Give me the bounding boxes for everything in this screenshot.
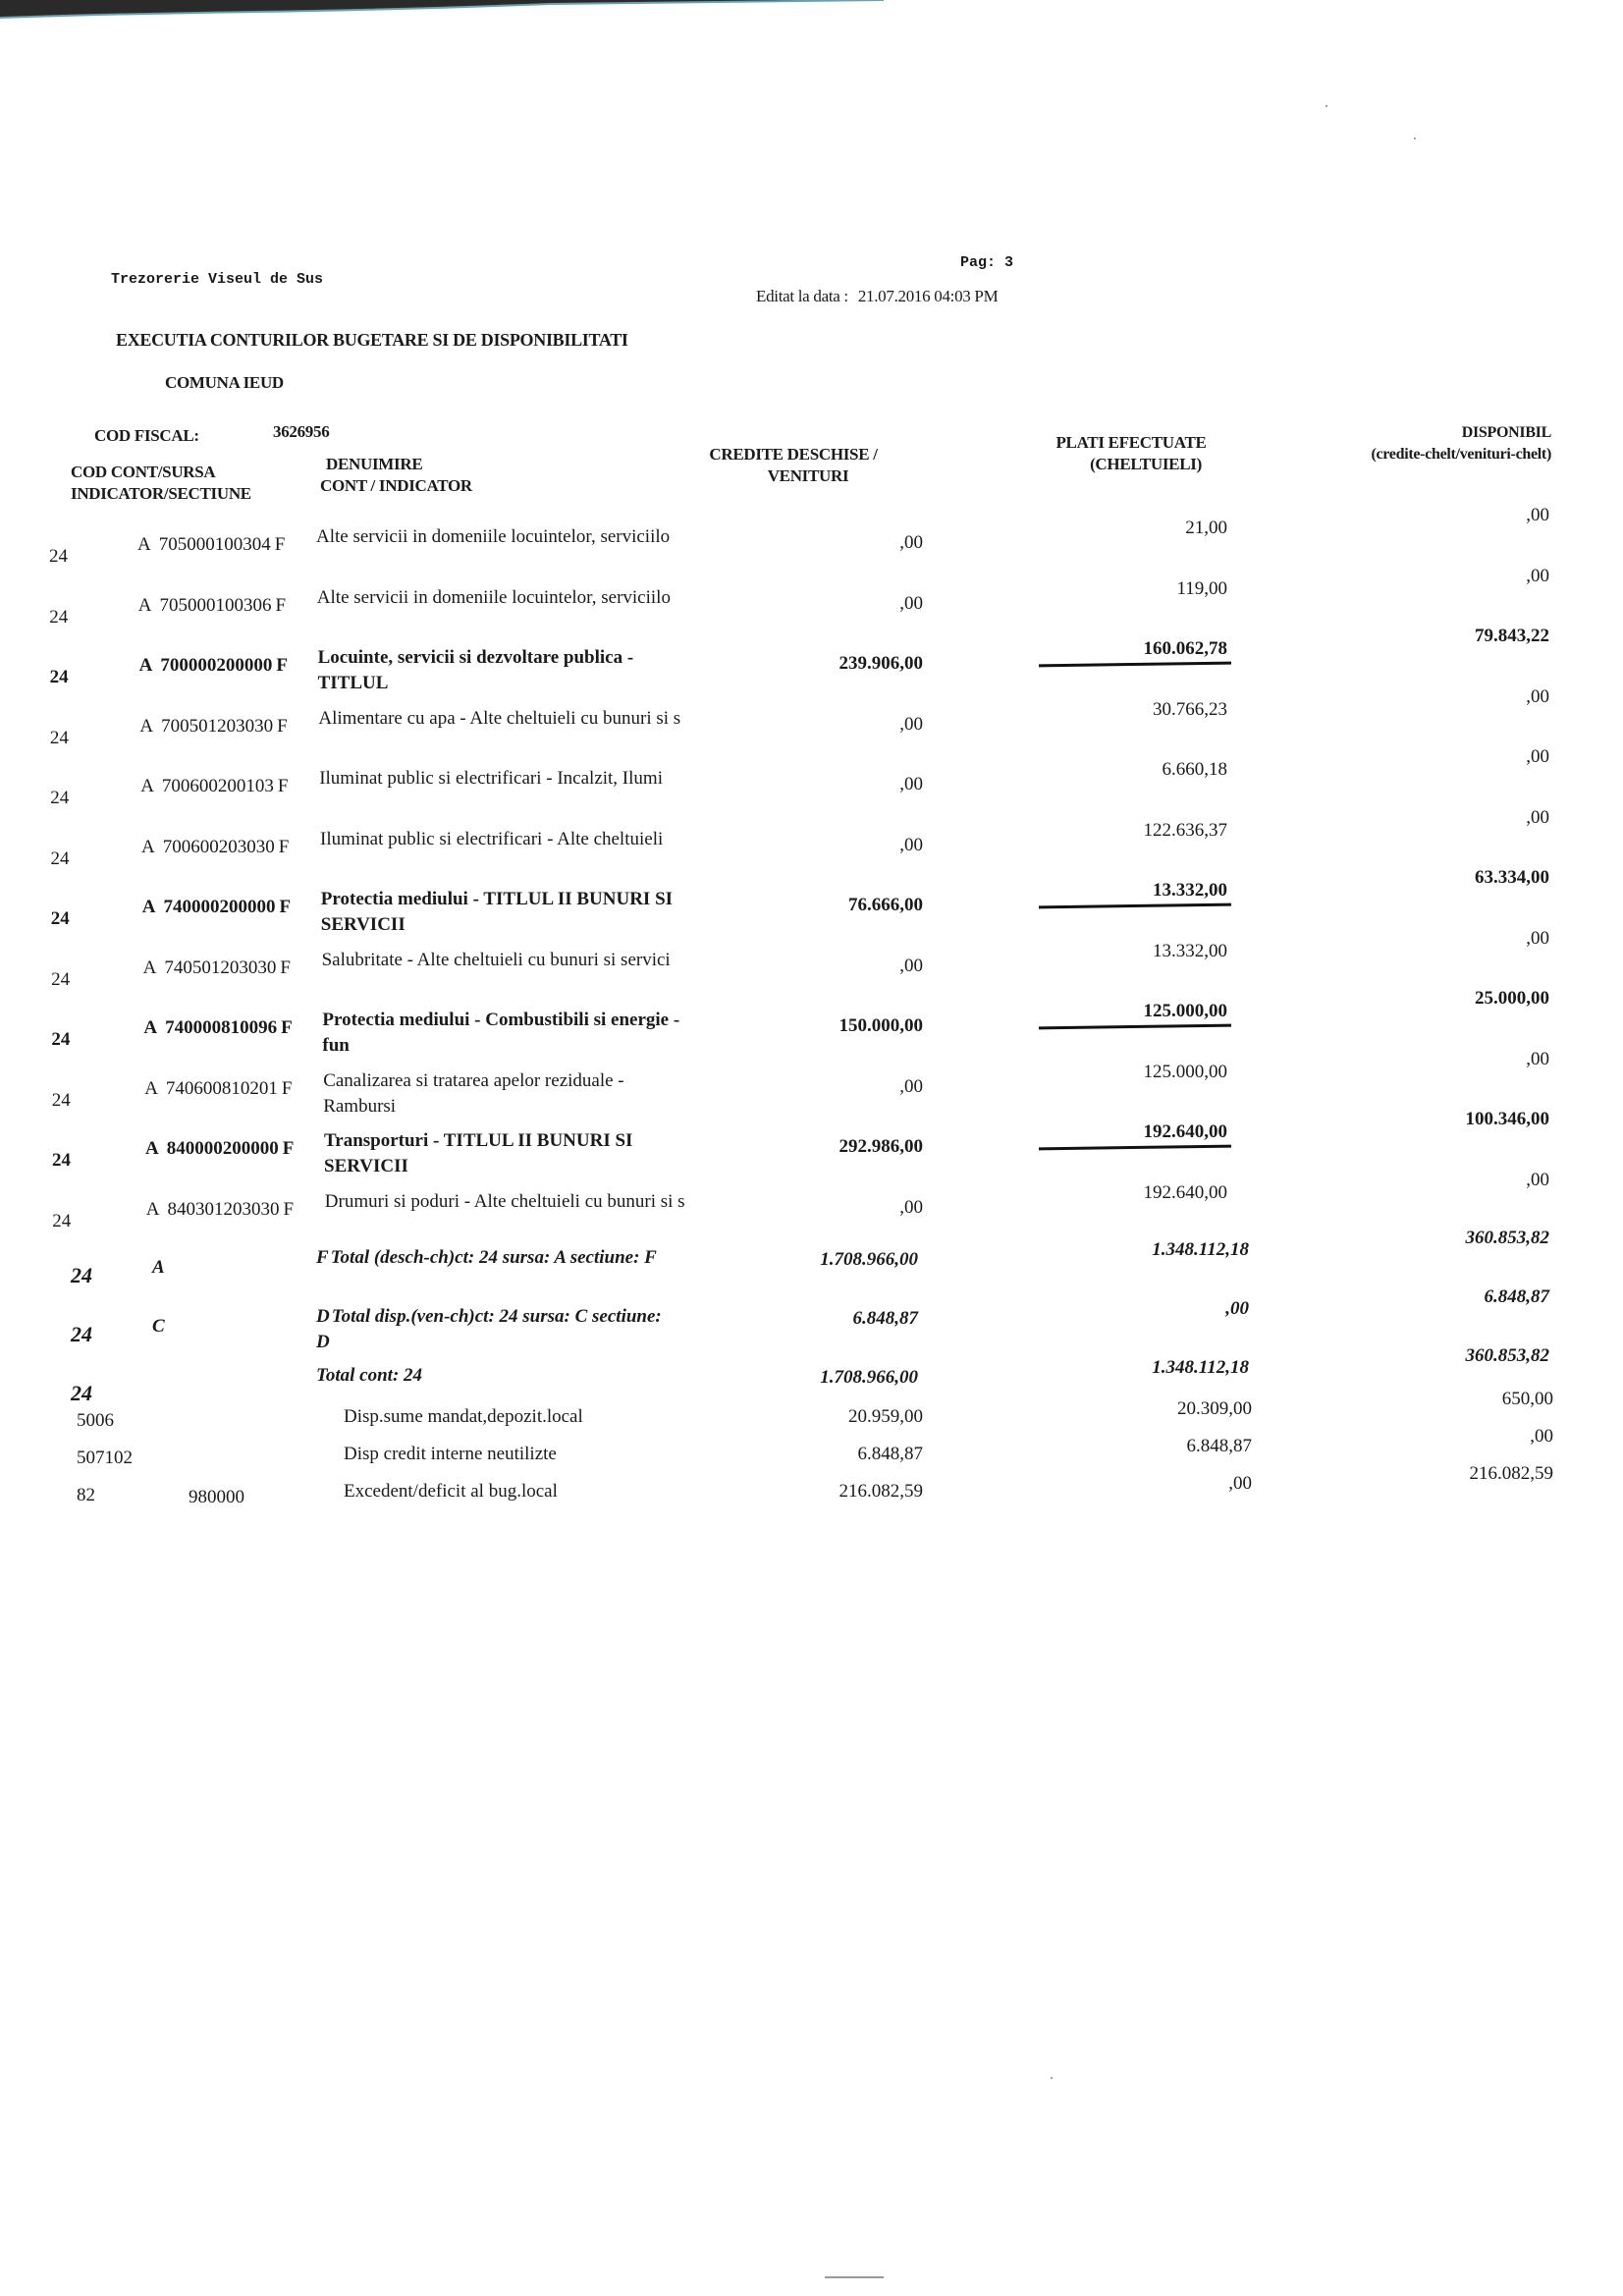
source-code: A xyxy=(141,836,155,857)
scan-edge-artifact xyxy=(0,0,1623,20)
total-credite: 6.848,87 xyxy=(852,1308,918,1329)
plati-value: 192.640,00 xyxy=(1143,1121,1227,1142)
balance-row xyxy=(0,1463,1623,1514)
indicator-code: 840000200000 xyxy=(166,1138,279,1159)
total-credite: 1.708.966,00 xyxy=(820,1249,918,1270)
total-label-text: Total (desch-ch)ct: 24 sursa: A sectiune: F xyxy=(330,1247,657,1268)
total-disponibil: 360.853,82 xyxy=(1465,1345,1549,1366)
section-code: F xyxy=(277,776,289,796)
total-plati: ,00 xyxy=(1225,1298,1249,1319)
col-header-credite-line1: CREDITE DESCHISE / xyxy=(709,445,878,464)
total-disponibil: 360.853,82 xyxy=(1465,1228,1549,1248)
plati-value: 21,00 xyxy=(1185,518,1227,538)
disponibil-value: ,00 xyxy=(1526,1048,1549,1069)
plati-value: 192.640,00 xyxy=(1143,1181,1227,1203)
total-label xyxy=(316,1245,670,1271)
disponibil-value: ,00 xyxy=(1526,746,1549,767)
disponibil-value: ,00 xyxy=(1526,806,1549,828)
plati-value: 13.332,00 xyxy=(1153,940,1227,961)
credite-value: ,00 xyxy=(899,834,923,855)
account-cell: 24 xyxy=(50,788,70,808)
indicator-name: Protectia mediului - TITLUL II BUNURI SI SERVICII xyxy=(320,889,674,935)
page-number: Pag: 3 xyxy=(960,254,1014,271)
account-cell: 24 xyxy=(51,968,71,990)
credite-value: ,00 xyxy=(899,774,923,794)
scan-speck xyxy=(1414,137,1416,139)
col-header-cod-cont xyxy=(71,462,251,505)
indicator-code: 700600200103 xyxy=(161,776,274,796)
indicator-code: 740501203030 xyxy=(164,957,277,978)
plati-value: 125.000,00 xyxy=(1143,1061,1227,1082)
credite-value: 150.000,00 xyxy=(839,1015,923,1036)
indicator-cell xyxy=(146,1199,294,1221)
source-code: A xyxy=(138,655,153,676)
col-header-cod-cont-line1: COD CONT/SURSA xyxy=(71,463,216,481)
account-cell: 24 xyxy=(49,727,69,748)
fiscal-code-value: 3626956 xyxy=(273,422,330,441)
balance-account: 82 xyxy=(77,1485,95,1505)
indicator-cell xyxy=(144,1078,292,1100)
account-cell: 24 xyxy=(52,1150,71,1171)
col-header-denumire-line2: CONT / INDICATOR xyxy=(320,476,472,495)
section-code: F xyxy=(280,957,291,978)
disponibil-value: ,00 xyxy=(1526,565,1549,586)
total-source: C xyxy=(152,1316,165,1337)
plati-value: 6.660,18 xyxy=(1162,759,1227,780)
total-account: 24 xyxy=(71,1322,92,1346)
subtotal-underline xyxy=(1039,1024,1231,1030)
scan-speck xyxy=(1051,2077,1053,2079)
account-cell: 24 xyxy=(49,606,69,628)
scan-speck xyxy=(1325,105,1327,107)
credite-value: 292.986,00 xyxy=(839,1136,923,1157)
total-label-text: Total disp.(ven-ch)ct: 24 sursa: C sectiune: D xyxy=(316,1306,662,1352)
balance-disponibil: ,00 xyxy=(1530,1426,1553,1447)
account-cell: 24 xyxy=(51,1029,71,1050)
credite-value: ,00 xyxy=(899,1196,923,1218)
source-code: A xyxy=(137,594,152,616)
institution-name: Trezorerie Viseul de Sus xyxy=(111,271,324,288)
total-plati: 1.348.112,18 xyxy=(1152,1239,1249,1260)
indicator-code: 700501203030 xyxy=(161,715,274,737)
disponibil-value: 100.346,00 xyxy=(1465,1109,1549,1129)
source-code: A xyxy=(145,1198,160,1220)
disponibil-value: 63.334,00 xyxy=(1475,867,1549,888)
credite-value: ,00 xyxy=(899,592,923,614)
source-code: A xyxy=(142,957,157,978)
balance-plati: 6.848,87 xyxy=(1186,1436,1252,1456)
section-code: F xyxy=(278,836,290,857)
indicator-code: 700600203030 xyxy=(162,836,275,857)
plati-value: 119,00 xyxy=(1176,577,1227,599)
total-account: 24 xyxy=(71,1381,92,1405)
commune-name: COMUNA IEUD xyxy=(165,373,284,392)
plati-value: 160.062,78 xyxy=(1143,638,1227,659)
account-cell: 24 xyxy=(49,667,69,687)
balance-disponibil: 650,00 xyxy=(1501,1389,1553,1409)
account-cell: 24 xyxy=(50,908,70,929)
section-code: F xyxy=(281,1077,293,1099)
indicator-name: Iluminat public si electrificari - Alte cheltuieli xyxy=(320,828,664,849)
balance-disponibil: 216.082,59 xyxy=(1469,1463,1553,1484)
col-header-credite-line2: VENITURI xyxy=(767,466,849,485)
total-section-code: D xyxy=(316,1306,330,1327)
disponibil-value: ,00 xyxy=(1526,505,1549,525)
indicator-name: Alte servicii in domeniile locuintelor, serviciilo xyxy=(316,586,671,608)
credite-value: 76.666,00 xyxy=(848,895,923,915)
section-code: F xyxy=(281,1017,293,1038)
indicator-name: Alte servicii in domeniile locuintelor, serviciilo xyxy=(316,526,671,547)
indicator-code: 840301203030 xyxy=(167,1198,280,1220)
indicator-name: Alimentare cu apa - Alte cheltuieli cu bunuri si s xyxy=(318,707,681,729)
col-header-denumire xyxy=(320,454,472,497)
total-plati: 1.348.112,18 xyxy=(1152,1357,1249,1378)
balance-code: 980000 xyxy=(189,1487,244,1507)
balance-account: 507102 xyxy=(77,1448,133,1468)
total-disponibil: 6.848,87 xyxy=(1484,1286,1549,1307)
total-account: 24 xyxy=(71,1263,92,1287)
disponibil-value: ,00 xyxy=(1526,927,1549,949)
indicator-name: Transporturi - TITLUL II BUNURI SI SERVICII xyxy=(324,1130,633,1176)
balance-credite: 20.959,00 xyxy=(848,1406,923,1427)
indicator-cell xyxy=(143,957,291,979)
col-header-cod-cont-line2: INDICATOR/SECTIUNE xyxy=(71,484,251,503)
report-title: EXECUTIA CONTURILOR BUGETARE SI DE DISPONIBILITATI xyxy=(116,330,628,350)
plati-value: 13.332,00 xyxy=(1153,880,1227,901)
total-section-code: F xyxy=(316,1247,329,1268)
balance-credite: 6.848,87 xyxy=(857,1444,923,1464)
col-header-disponibil-line1: DISPONIBIL xyxy=(1461,424,1551,441)
account-cell: 24 xyxy=(49,546,68,567)
plati-value: 125.000,00 xyxy=(1143,1001,1227,1021)
edited-date xyxy=(756,287,998,306)
total-label-text: Total cont: 24 xyxy=(316,1365,423,1386)
balance-label: Disp credit interne neutilizte xyxy=(344,1444,557,1464)
indicator-code: 740000200000 xyxy=(163,897,276,917)
edited-value: 21.07.2016 04:03 PM xyxy=(857,287,999,305)
subtotal-underline xyxy=(1039,662,1231,668)
balance-account: 5006 xyxy=(77,1410,114,1431)
col-header-credite xyxy=(695,444,892,487)
indicator-code: 700000200000 xyxy=(160,655,273,676)
col-header-plati xyxy=(1043,432,1219,475)
balance-label: Excedent/deficit al bug.local xyxy=(344,1481,558,1502)
indicator-cell xyxy=(139,655,288,677)
indicator-cell xyxy=(143,1017,292,1039)
indicator-cell xyxy=(137,534,285,556)
source-code: A xyxy=(141,897,156,917)
indicator-name: Canalizarea si tratarea apelor reziduale - Rambursi xyxy=(323,1069,624,1117)
total-source: A xyxy=(152,1257,165,1278)
source-code: A xyxy=(144,1077,158,1099)
indicator-name: Locuinte, servicii si dezvoltare publica - TITLUL xyxy=(317,647,634,693)
source-code: A xyxy=(140,776,154,796)
total-label xyxy=(316,1363,670,1389)
indicator-cell xyxy=(140,776,288,797)
plati-value: 30.766,23 xyxy=(1153,698,1227,720)
fiscal-code-label: COD FISCAL: xyxy=(94,426,199,445)
indicator-cell xyxy=(139,716,287,738)
section-code: F xyxy=(275,594,287,616)
col-header-disponibil-line2: (credite-chelt/venituri-chelt) xyxy=(1371,446,1551,463)
col-header-denumire-line1: DENUIMIRE xyxy=(326,455,423,473)
edited-label: Editat la data : xyxy=(756,287,848,305)
balance-plati: ,00 xyxy=(1228,1473,1252,1494)
section-code: F xyxy=(279,897,292,917)
credite-value: ,00 xyxy=(899,955,923,976)
indicator-name: Salubritate - Alte cheltuieli cu bunuri si servici xyxy=(321,949,671,970)
source-code: A xyxy=(143,1017,158,1038)
account-cell: 24 xyxy=(52,1210,72,1231)
col-header-disponibil xyxy=(1325,422,1551,465)
scan-mark xyxy=(825,2276,884,2278)
disponibil-value: ,00 xyxy=(1526,1169,1549,1190)
total-credite: 1.708.966,00 xyxy=(820,1367,918,1388)
credite-value: ,00 xyxy=(899,713,923,735)
indicator-name: Drumuri si poduri - Alte cheltuieli cu bunuri si s xyxy=(324,1190,685,1212)
indicator-code: 705000100306 xyxy=(159,594,272,616)
disponibil-value: 25.000,00 xyxy=(1475,988,1549,1009)
section-code: F xyxy=(283,1198,295,1220)
indicator-cell xyxy=(138,595,286,617)
disponibil-value: ,00 xyxy=(1526,685,1549,707)
plati-value: 122.636,37 xyxy=(1143,819,1227,841)
source-code: A xyxy=(139,715,154,737)
subtotal-underline xyxy=(1039,1145,1231,1151)
balance-credite: 216.082,59 xyxy=(839,1481,923,1502)
credite-value: 239.906,00 xyxy=(839,653,923,674)
credite-value: ,00 xyxy=(899,1075,923,1097)
section-code: F xyxy=(282,1138,295,1159)
col-header-plati-line2: (CHELTUIELI) xyxy=(1090,455,1202,473)
section-code: F xyxy=(274,534,286,555)
balance-label: Disp.sume mandat,depozit.local xyxy=(344,1406,583,1427)
indicator-name: Iluminat public si electrificari - Incalzit, Ilumi xyxy=(319,768,663,789)
indicator-cell xyxy=(141,837,289,858)
col-header-plati-line1: PLATI EFECTUATE xyxy=(1055,433,1207,452)
indicator-name: Protectia mediului - Combustibili si energie - fun xyxy=(322,1010,680,1056)
indicator-code: 705000100304 xyxy=(158,534,271,555)
indicator-cell xyxy=(145,1138,294,1160)
credite-value: ,00 xyxy=(899,532,923,553)
indicator-cell xyxy=(142,897,291,918)
indicator-code: 740600810201 xyxy=(165,1077,278,1099)
account-cell: 24 xyxy=(50,847,70,869)
source-code: A xyxy=(145,1138,159,1159)
section-code: F xyxy=(277,715,288,737)
balance-plati: 20.309,00 xyxy=(1177,1398,1252,1419)
indicator-code: 740000810096 xyxy=(165,1017,278,1038)
account-cell: 24 xyxy=(51,1089,71,1111)
subtotal-underline xyxy=(1039,903,1231,909)
total-label xyxy=(316,1304,670,1355)
section-code: F xyxy=(276,655,288,676)
disponibil-value: 79.843,22 xyxy=(1475,626,1549,646)
source-code: A xyxy=(137,534,151,555)
